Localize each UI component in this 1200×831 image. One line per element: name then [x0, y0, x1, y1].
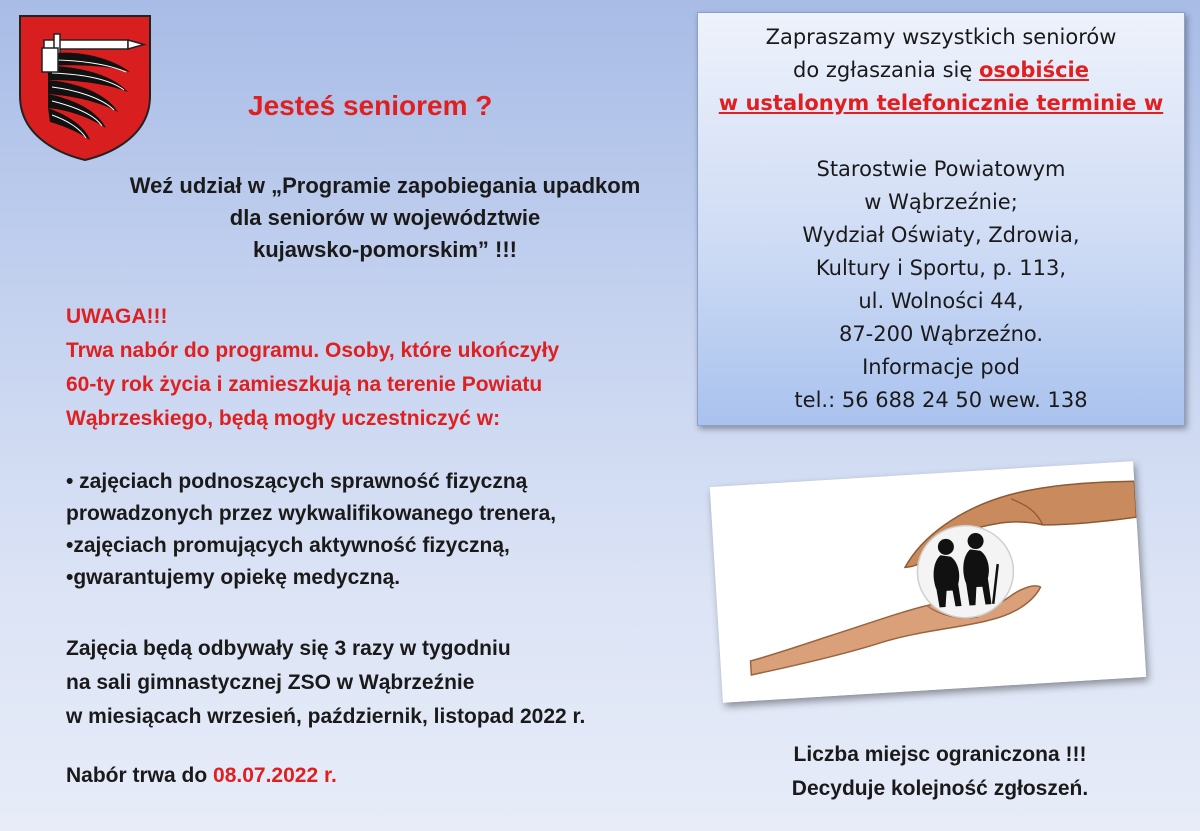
invite-line [698, 54, 1184, 87]
invite-line: Zapraszamy wszystkich seniorów [765, 25, 1117, 49]
phone-line: tel.: 56 688 24 50 wew. 138 [794, 388, 1088, 412]
subtitle-line: Weź udział w „Programie zapobiegania upadkom [129, 173, 641, 198]
list-item: • zajęciach podnoszących sprawność fizyczną [66, 470, 528, 493]
schedule-line: Zajęcia będą odbywały się 3 razy w tygodniu [66, 637, 511, 660]
hands-protecting-seniors-image [710, 461, 1146, 702]
page-title: Jesteś seniorem ? [248, 90, 493, 121]
deadline-line [66, 764, 337, 788]
warning-line: 60-ty rok życia i zamieszkują na terenie Powiatu [66, 373, 543, 396]
limited-places-text: Liczba miejsc ograniczona !!! [793, 743, 1087, 766]
schedule-info [66, 632, 686, 734]
invite-prefix: do zgłaszania się [793, 58, 973, 82]
program-subtitle [70, 170, 700, 266]
warning-line: Trwa nabór do programu. Osoby, które ukończyły [66, 339, 560, 362]
schedule-line: w miesiącach wrzesień, październik, listopad 2022 r. [66, 705, 586, 728]
address-line: Starostwie Powiatowym [816, 157, 1066, 181]
address-line: Wydział Oświaty, Zdrowia, [802, 223, 1080, 247]
order-of-application-text: Decyduje kolejność zgłoszeń. [791, 777, 1089, 800]
warning-heading: UWAGA!!! [66, 305, 168, 328]
deadline-date: 08.07.2022 [213, 764, 319, 787]
address-line: Informacje pod [862, 355, 1020, 379]
list-item: prowadzonych przez wykwalifikowanego trenera, [66, 502, 557, 525]
subtitle-line: dla seniorów w województwie [229, 205, 541, 230]
address-line: Kultury i Sportu, p. 113, [815, 256, 1067, 280]
list-item: •zajęciach promujących aktywność fizyczną, [66, 534, 510, 557]
deadline-prefix: Nabór trwa do [66, 764, 208, 787]
warning-section [66, 300, 666, 436]
schedule-line: na sali gimnastycznej ZSO w Wąbrzeźnie [66, 671, 475, 694]
address-line: ul. Wolności 44, [858, 289, 1024, 313]
subtitle-line: kujawsko-pomorskim” !!! [252, 237, 518, 262]
invite-emphasis: osobiście [978, 58, 1089, 82]
coat-of-arms-icon [18, 14, 152, 162]
address-line: w Wąbrzeźnie; [864, 190, 1018, 214]
contact-info-box [697, 12, 1185, 426]
invite-term-line: w ustalonym telefonicznie terminie w [718, 91, 1164, 115]
list-item: •gwarantujemy opiekę medyczną. [66, 566, 401, 589]
address-line: 87-200 Wąbrzeźno. [838, 322, 1044, 346]
deadline-suffix: r. [323, 764, 337, 787]
warning-line: Wąbrzeskiego, będą mogły uczestniczyć w: [66, 407, 501, 430]
benefits-list [66, 466, 666, 594]
footer-note [740, 738, 1140, 806]
